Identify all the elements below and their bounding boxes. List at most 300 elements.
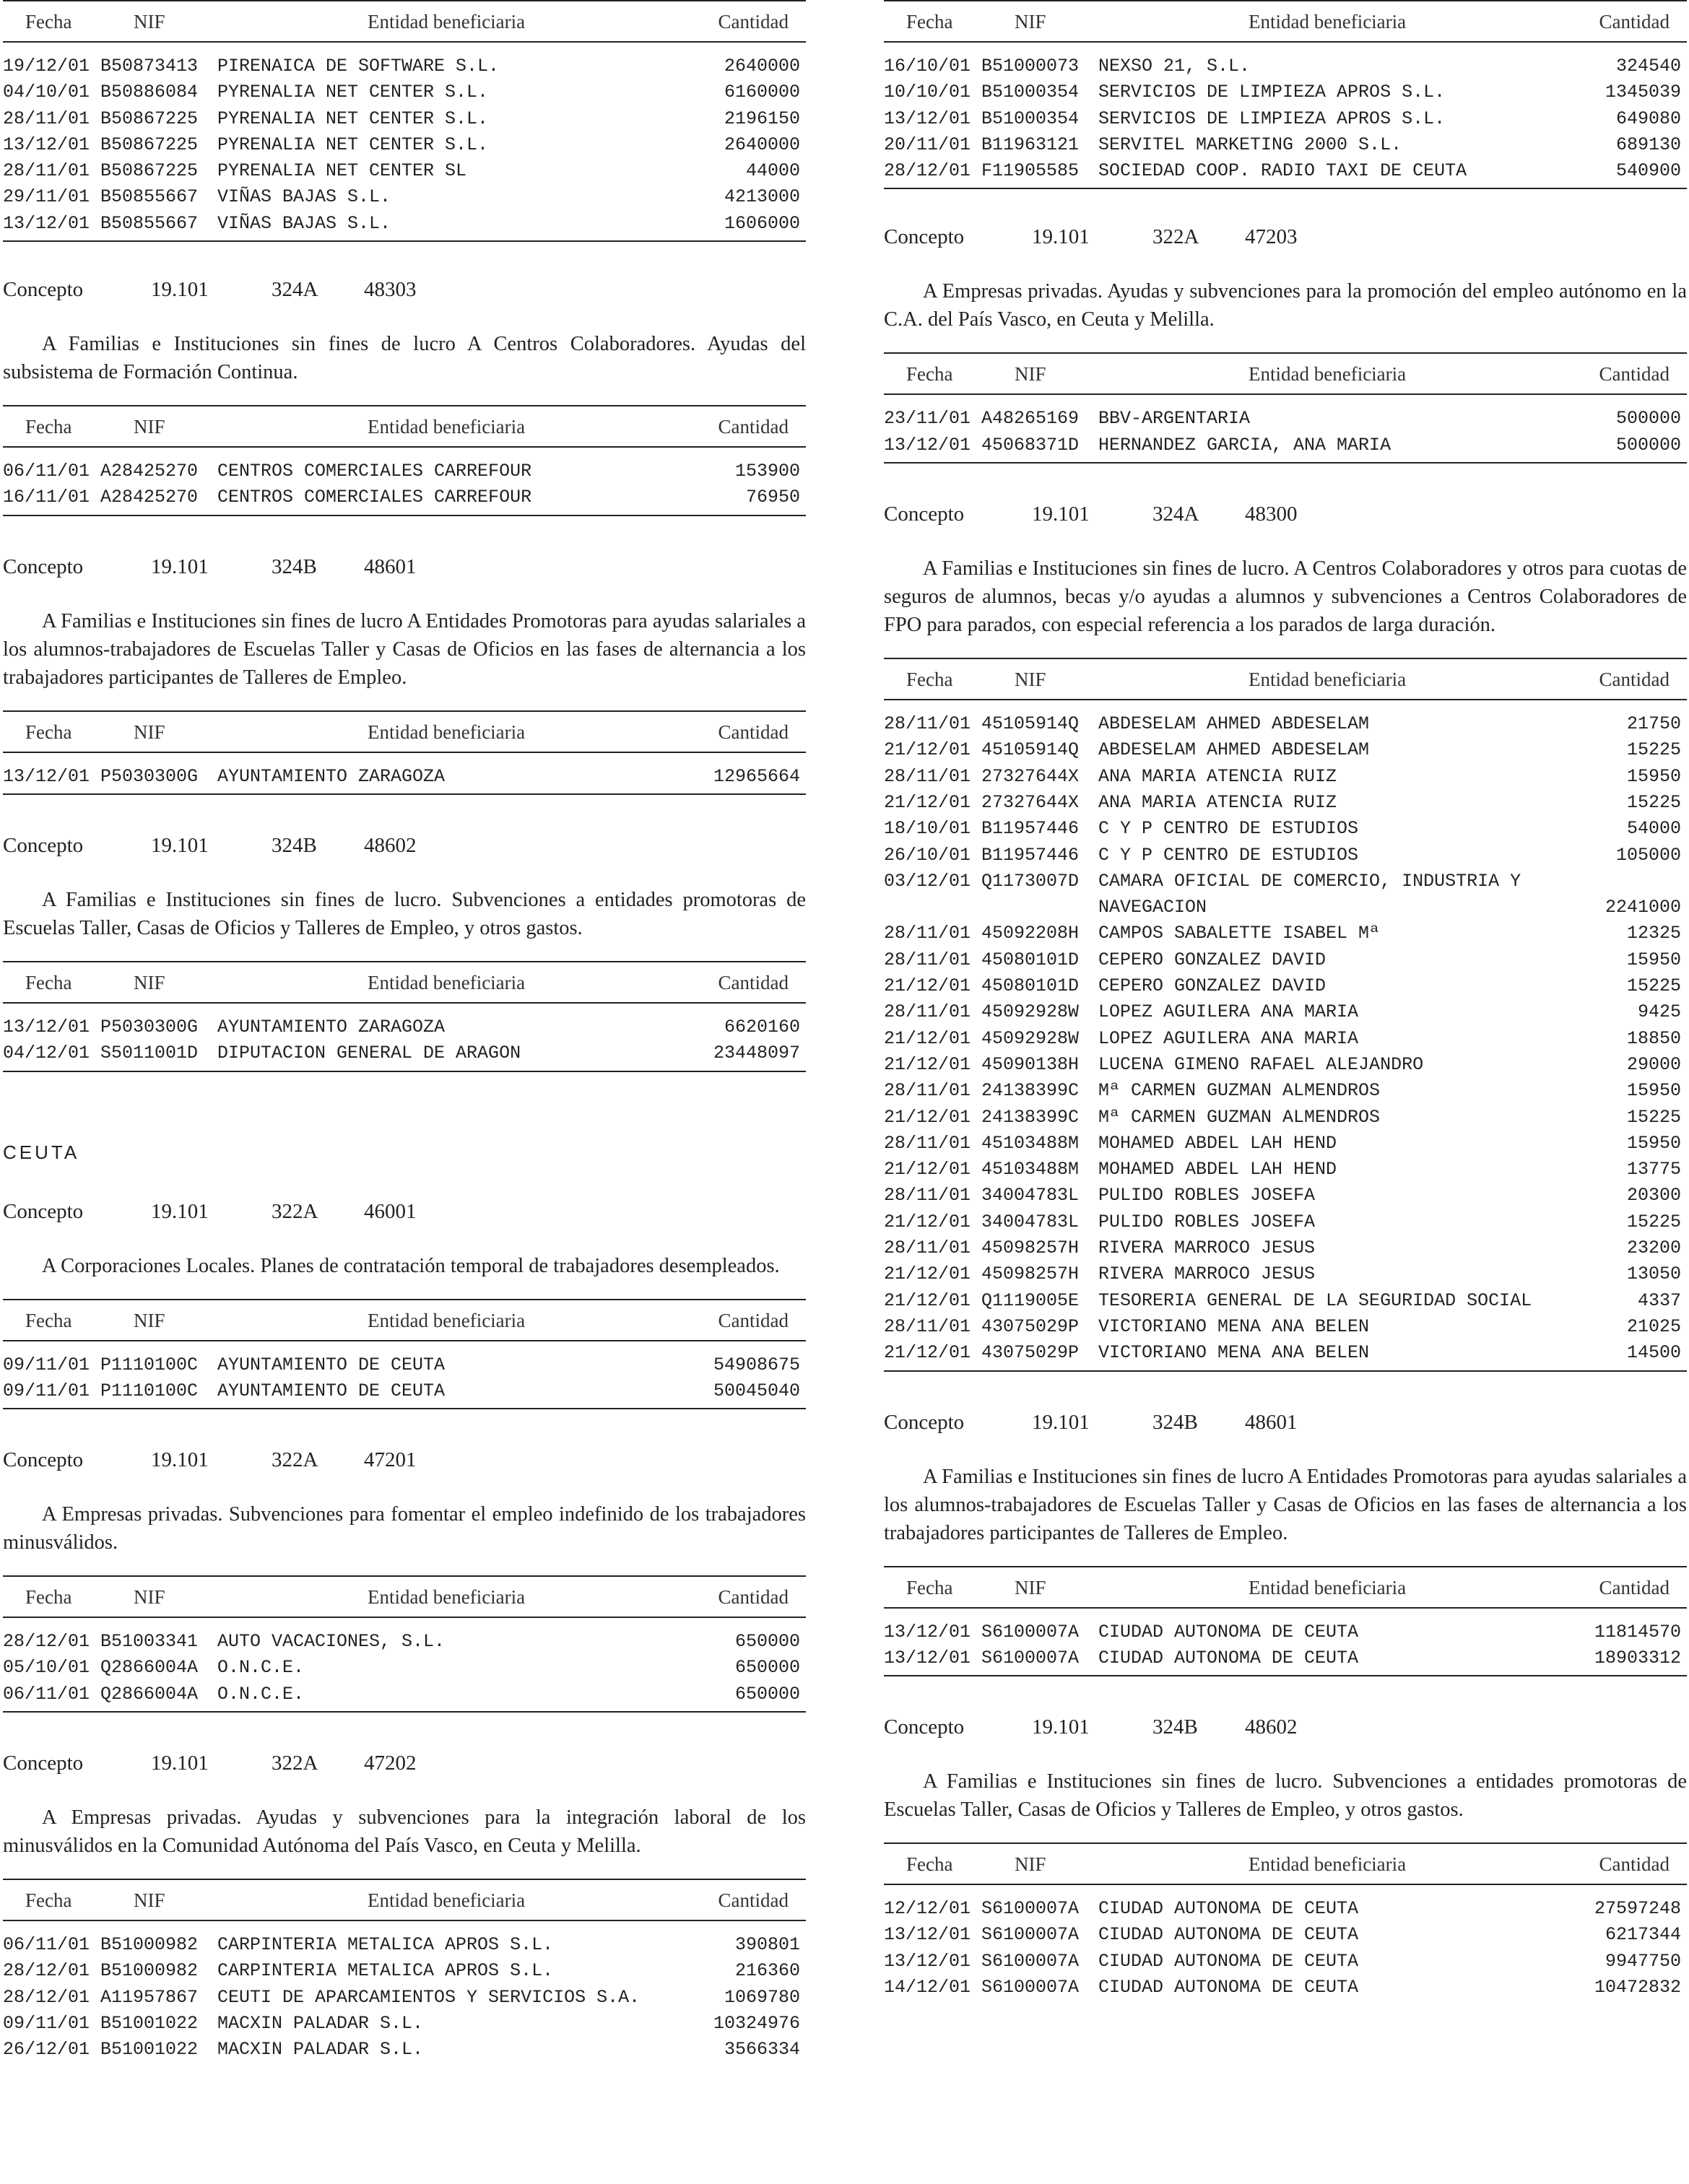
cell-nif: S6100007A xyxy=(981,1647,1080,1669)
cell-entidad: CIUDAD AUTONOMA DE CEUTA xyxy=(1098,1621,1359,1643)
header-nif: NIF xyxy=(1015,669,1046,691)
cell-entidad: AUTO VACACIONES, S.L. xyxy=(217,1631,446,1653)
cell-cantidad: 4213000 xyxy=(724,186,800,208)
table-row xyxy=(884,815,1687,841)
cell-fecha: 09/11/01 xyxy=(3,2012,90,2034)
header-fecha: Fecha xyxy=(25,721,72,743)
cell-nif: Q1173007D xyxy=(981,870,1080,892)
concepto-program: 324B xyxy=(272,554,317,578)
cell-cantidad: 15950 xyxy=(1626,1132,1681,1154)
header-nif: NIF xyxy=(1015,11,1046,32)
cell-entidad: CIUDAD AUTONOMA DE CEUTA xyxy=(1098,1647,1359,1669)
table-row xyxy=(884,999,1687,1024)
cell-nif: B50855667 xyxy=(100,186,199,208)
table-row xyxy=(884,1209,1687,1235)
cell-nif: S6100007A xyxy=(981,1950,1080,1972)
table-bottom-rule xyxy=(884,188,1687,189)
cell-cantidad: 13050 xyxy=(1626,1263,1681,1285)
table-body xyxy=(3,1617,806,1707)
table-body xyxy=(884,41,1687,183)
cell-fecha: 19/12/01 xyxy=(3,56,90,77)
cell-nif: B50867225 xyxy=(100,134,199,155)
cell-nif: 45092928W xyxy=(981,1027,1080,1049)
cell-cantidad: 44000 xyxy=(745,160,800,182)
cell-fecha: 04/10/01 xyxy=(3,82,90,103)
header-nif: NIF xyxy=(134,1889,165,1912)
cell-entidad: VIÑAS BAJAS S.L. xyxy=(217,186,391,208)
cell-fecha: 28/11/01 xyxy=(3,108,90,129)
cell-nif: B51001022 xyxy=(100,2039,199,2061)
cell-entidad: NEXSO 21, S.L. xyxy=(1098,56,1251,77)
table-row xyxy=(884,1261,1687,1287)
cell-nif: A11957867 xyxy=(100,1986,199,2008)
cell-nif: B50867225 xyxy=(100,108,199,129)
cell-entidad: BBV-ARGENTARIA xyxy=(1098,408,1251,430)
cell-entidad: ANA MARIA ATENCIA RUIZ xyxy=(1098,765,1337,787)
cell-entidad: PYRENALIA NET CENTER S.L. xyxy=(217,108,489,129)
cell-nif: A48265169 xyxy=(981,408,1080,430)
cell-entidad: CEPERO GONZALEZ DAVID xyxy=(1098,949,1327,970)
concepto-section: 19.101 xyxy=(151,1199,209,1223)
cell-fecha: 26/10/01 xyxy=(884,844,971,866)
concepto-label: Concepto xyxy=(3,554,84,578)
table-body xyxy=(3,1340,806,1404)
cell-fecha: 21/12/01 xyxy=(884,1159,971,1180)
header-cantidad: Cantidad xyxy=(718,11,789,32)
cell-fecha: 13/12/01 xyxy=(3,212,90,234)
cell-fecha: 28/12/01 xyxy=(3,1986,90,2008)
cell-nif: B51001022 xyxy=(100,2012,199,2034)
concepto-label: Concepto xyxy=(3,1448,84,1472)
table-row xyxy=(884,1895,1687,1921)
cell-cantidad: 18903312 xyxy=(1594,1647,1681,1669)
concepto-code: 48303 xyxy=(364,278,417,302)
cell-nif: F11905585 xyxy=(981,160,1080,182)
table-row xyxy=(3,1040,806,1066)
cell-fecha: 28/11/01 xyxy=(884,1185,971,1206)
cell-fecha: 13/12/01 xyxy=(3,1016,90,1037)
cell-nif: 45098257H xyxy=(981,1237,1080,1259)
cell-nif: B51000982 xyxy=(100,1934,199,1956)
table-row xyxy=(3,157,806,183)
table-row xyxy=(3,210,806,236)
table-body xyxy=(884,1884,1687,2000)
concepto-label: Concepto xyxy=(3,1199,84,1223)
header-fecha: Fecha xyxy=(25,1309,72,1331)
grant-table xyxy=(3,1575,806,1713)
header-cantidad: Cantidad xyxy=(1599,363,1670,386)
cell-nif: 45090138H xyxy=(981,1053,1080,1075)
cell-fecha: 13/12/01 xyxy=(884,434,971,456)
header-entidad: Entidad beneficiaria xyxy=(368,1309,526,1331)
table-header xyxy=(884,1843,1687,1884)
grant-table xyxy=(3,405,806,516)
cell-fecha: 21/12/01 xyxy=(884,1289,971,1311)
concepto-label: Concepto xyxy=(884,225,965,249)
cell-fecha: 21/12/01 xyxy=(884,1106,971,1128)
cell-nif: 45092208H xyxy=(981,923,1080,944)
table-row xyxy=(3,131,806,157)
header-cantidad: Cantidad xyxy=(718,1309,789,1331)
grant-table xyxy=(884,658,1687,1371)
cell-cantidad: 9425 xyxy=(1637,1001,1681,1023)
table-row xyxy=(3,1014,806,1040)
cell-nif: S5011001D xyxy=(100,1043,199,1064)
cell-entidad: NAVEGACION xyxy=(1098,897,1207,918)
header-cantidad: Cantidad xyxy=(1599,1576,1670,1598)
cell-cantidad: 1606000 xyxy=(724,212,800,234)
cell-fecha: 28/12/01 xyxy=(3,1960,90,1982)
cell-nif: B51000982 xyxy=(100,1960,199,1982)
table-row xyxy=(3,1984,806,2010)
table-header xyxy=(884,0,1687,41)
cell-entidad: AYUNTAMIENTO ZARAGOZA xyxy=(217,765,446,787)
concepto-program: 322A xyxy=(1152,225,1199,249)
header-nif: NIF xyxy=(1015,1853,1046,1876)
header-cantidad: Cantidad xyxy=(718,1889,789,1912)
cell-entidad: ANA MARIA ATENCIA RUIZ xyxy=(1098,791,1337,813)
cell-nif: 45092928W xyxy=(981,1001,1080,1023)
concepto-line xyxy=(3,1448,806,1477)
cell-cantidad: 11814570 xyxy=(1594,1621,1681,1643)
grant-table xyxy=(3,1299,806,1410)
cell-fecha: 21/12/01 xyxy=(884,739,971,761)
concepto-program: 324A xyxy=(1152,503,1199,526)
header-entidad: Entidad beneficiaria xyxy=(1249,11,1407,32)
cell-cantidad: 689130 xyxy=(1615,134,1681,155)
cell-entidad: LOPEZ AGUILERA ANA MARIA xyxy=(1098,1027,1359,1049)
cell-nif: B50873413 xyxy=(100,56,199,77)
table-row xyxy=(884,1104,1687,1130)
table-bottom-rule xyxy=(3,240,806,242)
header-fecha: Fecha xyxy=(25,416,72,438)
concepto-section: 19.101 xyxy=(1032,225,1090,249)
cell-cantidad: 15225 xyxy=(1626,791,1681,813)
cell-cantidad: 324540 xyxy=(1615,56,1681,77)
cell-entidad: SOCIEDAD COOP. RADIO TAXI DE CEUTA xyxy=(1098,160,1467,182)
cell-entidad: PULIDO ROBLES JOSEFA xyxy=(1098,1185,1316,1206)
table-body xyxy=(3,1002,806,1066)
cell-fecha: 28/12/01 xyxy=(884,160,971,182)
table-body xyxy=(884,393,1687,458)
concepto-program: 324A xyxy=(272,278,318,302)
concepto-code: 48601 xyxy=(1245,1410,1298,1434)
table-header xyxy=(3,1575,806,1617)
header-entidad: Entidad beneficiaria xyxy=(368,721,526,743)
cell-entidad: VICTORIANO MENA ANA BELEN xyxy=(1098,1342,1370,1364)
cell-entidad: CIUDAD AUTONOMA DE CEUTA xyxy=(1098,1898,1359,1920)
cell-fecha: 12/12/01 xyxy=(884,1898,971,1920)
cell-nif: A28425270 xyxy=(100,487,199,508)
cell-fecha: 28/11/01 xyxy=(884,1237,971,1259)
table-row xyxy=(884,894,1687,920)
concepto-code: 48602 xyxy=(364,833,417,857)
cell-fecha: 21/12/01 xyxy=(884,1342,971,1364)
cell-nif: A28425270 xyxy=(100,461,199,482)
header-fecha: Fecha xyxy=(25,1586,72,1609)
cell-cantidad: 18850 xyxy=(1626,1027,1681,1049)
cell-fecha: 09/11/01 xyxy=(3,1354,90,1375)
cell-nif: B11957446 xyxy=(981,818,1080,840)
cell-fecha: 03/12/01 xyxy=(884,870,971,892)
concepto-line xyxy=(884,225,1687,254)
cell-entidad: RIVERA MARROCO JESUS xyxy=(1098,1263,1316,1285)
table-row xyxy=(884,131,1687,157)
concepto-section: 19.101 xyxy=(151,554,209,578)
concepto-line xyxy=(884,1411,1687,1440)
table-row xyxy=(884,1287,1687,1313)
cell-entidad: CAMARA OFICIAL DE COMERCIO, INDUSTRIA Y xyxy=(1098,870,1521,892)
cell-nif: S6100007A xyxy=(981,1898,1080,1920)
left-column xyxy=(3,0,806,2063)
cell-entidad: C Y P CENTRO DE ESTUDIOS xyxy=(1098,818,1359,840)
table-row xyxy=(884,947,1687,973)
table-row xyxy=(884,79,1687,105)
table-bottom-rule xyxy=(884,1370,1687,1372)
table-row xyxy=(884,868,1687,894)
concepto-program: 322A xyxy=(272,1752,318,1775)
table-row xyxy=(884,920,1687,946)
table-header xyxy=(3,1299,806,1340)
concepto-description: A Familias e Instituciones sin fines de lucro. A Centros Colaboradores y otros para cuotas de seguros de alumnos, becas y/o ayudas a alumnos y subvenciones a Centros Colaboradores de FPO para parados, con especial referencia a los parados de larga duración. xyxy=(884,557,1687,637)
table-row xyxy=(3,763,806,789)
cell-cantidad: 15225 xyxy=(1626,1106,1681,1128)
cell-nif: B51000354 xyxy=(981,108,1080,129)
cell-cantidad: 216360 xyxy=(734,1960,800,1982)
cell-entidad: CIUDAD AUTONOMA DE CEUTA xyxy=(1098,1950,1359,1972)
cell-entidad: CENTROS COMERCIALES CARREFOUR xyxy=(217,461,532,482)
cell-entidad: MOHAMED ABDEL LAH HEND xyxy=(1098,1132,1337,1154)
cell-cantidad: 6620160 xyxy=(724,1016,800,1037)
concepto-label: Concepto xyxy=(3,278,84,302)
cell-cantidad: 1069780 xyxy=(724,1986,800,2008)
cell-nif: B11957446 xyxy=(981,844,1080,866)
cell-fecha: 28/11/01 xyxy=(884,765,971,787)
table-bottom-rule xyxy=(3,793,806,795)
cell-cantidad: 76950 xyxy=(745,487,800,508)
concepto-label: Concepto xyxy=(884,1715,965,1739)
cell-entidad: CARPINTERIA METALICA APROS S.L. xyxy=(217,1960,554,1982)
cell-entidad: MACXIN PALADAR S.L. xyxy=(217,2012,424,2034)
cell-fecha: 28/11/01 xyxy=(884,1315,971,1337)
cell-fecha: 13/12/01 xyxy=(884,1924,971,1946)
cell-nif: 45105914Q xyxy=(981,739,1080,761)
header-cantidad: Cantidad xyxy=(1599,11,1670,32)
table-row xyxy=(884,710,1687,736)
cell-nif: B51000354 xyxy=(981,82,1080,103)
cell-cantidad: 27597248 xyxy=(1594,1898,1681,1920)
cell-fecha: 13/12/01 xyxy=(884,1647,971,1669)
cell-fecha: 23/11/01 xyxy=(884,408,971,430)
table-body xyxy=(3,446,806,510)
cell-cantidad: 15950 xyxy=(1626,949,1681,970)
header-entidad: Entidad beneficiaria xyxy=(368,1586,526,1609)
grant-table xyxy=(884,0,1687,189)
table-header xyxy=(3,0,806,41)
header-cantidad: Cantidad xyxy=(718,1586,789,1609)
header-nif: NIF xyxy=(1015,363,1046,386)
cell-entidad: SERVITEL MARKETING 2000 S.L. xyxy=(1098,134,1402,155)
cell-fecha: 21/12/01 xyxy=(884,791,971,813)
table-body xyxy=(3,752,806,789)
cell-nif: P5030300G xyxy=(100,1016,199,1037)
cell-fecha: 28/12/01 xyxy=(3,1631,90,1653)
table-row xyxy=(884,1974,1687,2000)
concepto-section: 19.101 xyxy=(1032,503,1090,526)
cell-nif: Q2866004A xyxy=(100,1683,199,1705)
header-entidad: Entidad beneficiaria xyxy=(1249,669,1407,691)
table-row xyxy=(3,79,806,105)
cell-nif: B50867225 xyxy=(100,160,199,182)
cell-nif: Q2866004A xyxy=(100,1657,199,1679)
concepto-line xyxy=(3,278,806,307)
concepto-code: 48602 xyxy=(1245,1715,1298,1739)
cell-cantidad: 15950 xyxy=(1626,1080,1681,1102)
cell-cantidad: 12325 xyxy=(1626,923,1681,944)
grant-table xyxy=(3,0,806,242)
grant-table xyxy=(884,1843,1687,2000)
cell-nif: 45105914Q xyxy=(981,713,1080,735)
cell-entidad: RIVERA MARROCO JESUS xyxy=(1098,1237,1316,1259)
table-bottom-rule xyxy=(3,1408,806,1409)
header-cantidad: Cantidad xyxy=(718,416,789,438)
cell-cantidad: 10472832 xyxy=(1594,1976,1681,1998)
cell-fecha: 28/11/01 xyxy=(884,713,971,735)
table-row xyxy=(884,105,1687,131)
cell-fecha: 28/11/01 xyxy=(884,923,971,944)
cell-cantidad: 390801 xyxy=(734,1934,800,1956)
grant-table xyxy=(884,352,1687,464)
cell-nif: S6100007A xyxy=(981,1621,1080,1643)
header-nif: NIF xyxy=(134,721,165,743)
table-row xyxy=(3,1654,806,1680)
table-bottom-rule xyxy=(884,462,1687,464)
table-header xyxy=(3,961,806,1002)
right-column xyxy=(884,0,1687,2000)
concepto-description: A Familias e Instituciones sin fines de lucro A Entidades Promotoras para ayudas salariales a los alumnos-trabajadores de Escuelas Taller y Casas de Oficios en las fases de alternancia a los trabajadores participantes de Talleres de Empleo. xyxy=(3,609,806,689)
cell-nif: 45080101D xyxy=(981,975,1080,997)
concepto-section: 19.101 xyxy=(151,1448,209,1472)
header-entidad: Entidad beneficiaria xyxy=(1249,1576,1407,1598)
grant-table xyxy=(3,710,806,795)
table-bottom-rule xyxy=(3,515,806,516)
cell-nif: 45103488M xyxy=(981,1132,1080,1154)
header-fecha: Fecha xyxy=(906,669,953,691)
header-nif: NIF xyxy=(1015,1576,1046,1598)
cell-cantidad: 1345039 xyxy=(1605,82,1681,103)
cell-cantidad: 23448097 xyxy=(713,1043,800,1064)
cell-fecha: 13/12/01 xyxy=(3,765,90,787)
concepto-line xyxy=(3,555,806,584)
table-row xyxy=(884,1948,1687,1974)
concepto-line xyxy=(3,1200,806,1229)
cell-cantidad: 3566334 xyxy=(724,2039,800,2061)
table-body xyxy=(3,41,806,236)
cell-cantidad: 540900 xyxy=(1615,160,1681,182)
cell-fecha: 28/11/01 xyxy=(884,1080,971,1102)
concepto-code: 47203 xyxy=(1245,225,1298,249)
table-row xyxy=(884,842,1687,868)
region-heading: CEUTA xyxy=(3,1141,80,1163)
table-row xyxy=(884,1077,1687,1103)
cell-cantidad: 14500 xyxy=(1626,1342,1681,1364)
cell-fecha: 18/10/01 xyxy=(884,818,971,840)
cell-entidad: CARPINTERIA METALICA APROS S.L. xyxy=(217,1934,554,1956)
cell-cantidad: 15225 xyxy=(1626,1211,1681,1232)
cell-entidad: VICTORIANO MENA ANA BELEN xyxy=(1098,1315,1370,1337)
cell-entidad: CEUTI DE APARCAMIENTOS Y SERVICIOS S.A. xyxy=(217,1986,641,2008)
concepto-program: 322A xyxy=(272,1448,318,1472)
cell-fecha: 13/12/01 xyxy=(3,134,90,155)
cell-fecha: 04/12/01 xyxy=(3,1043,90,1064)
concepto-line xyxy=(3,834,806,863)
cell-entidad: PIRENAICA DE SOFTWARE S.L. xyxy=(217,56,500,77)
cell-cantidad: 23200 xyxy=(1626,1237,1681,1259)
cell-cantidad: 10324976 xyxy=(713,2012,800,2034)
cell-fecha: 28/11/01 xyxy=(3,160,90,182)
cell-nif: 24138399C xyxy=(981,1080,1080,1102)
table-row xyxy=(884,1645,1687,1671)
cell-cantidad: 20300 xyxy=(1626,1185,1681,1206)
cell-fecha: 20/11/01 xyxy=(884,134,971,155)
cell-cantidad: 2196150 xyxy=(724,108,800,129)
cell-entidad: ABDESELAM AHMED ABDESELAM xyxy=(1098,739,1370,761)
header-fecha: Fecha xyxy=(25,971,72,993)
cell-entidad: CIUDAD AUTONOMA DE CEUTA xyxy=(1098,1924,1359,1946)
concepto-section: 19.101 xyxy=(151,278,209,302)
table-row xyxy=(884,1182,1687,1208)
header-fecha: Fecha xyxy=(25,1889,72,1912)
cell-cantidad: 650000 xyxy=(734,1683,800,1705)
cell-fecha: 28/11/01 xyxy=(884,1132,971,1154)
cell-entidad: O.N.C.E. xyxy=(217,1683,305,1705)
cell-cantidad: 9947750 xyxy=(1605,1950,1681,1972)
header-entidad: Entidad beneficiaria xyxy=(368,11,526,32)
concepto-section: 19.101 xyxy=(1032,1715,1090,1739)
header-nif: NIF xyxy=(134,11,165,32)
cell-fecha: 21/12/01 xyxy=(884,1263,971,1285)
header-entidad: Entidad beneficiaria xyxy=(1249,1853,1407,1876)
cell-cantidad: 21025 xyxy=(1626,1315,1681,1337)
cell-nif: 27327644X xyxy=(981,765,1080,787)
cell-nif: 45103488M xyxy=(981,1159,1080,1180)
cell-entidad: DIPUTACION GENERAL DE ARAGON xyxy=(217,1043,521,1064)
header-entidad: Entidad beneficiaria xyxy=(368,971,526,993)
concepto-section: 19.101 xyxy=(1032,1410,1090,1434)
cell-cantidad: 21750 xyxy=(1626,713,1681,735)
table-row xyxy=(884,1339,1687,1365)
cell-fecha: 06/11/01 xyxy=(3,1934,90,1956)
header-entidad: Entidad beneficiaria xyxy=(368,416,526,438)
cell-fecha: 13/12/01 xyxy=(884,1621,971,1643)
cell-cantidad: 54908675 xyxy=(713,1354,800,1375)
concepto-program: 324B xyxy=(1152,1715,1198,1739)
concepto-code: 47201 xyxy=(364,1448,417,1472)
concepto-line xyxy=(884,1715,1687,1744)
cell-cantidad: 2640000 xyxy=(724,56,800,77)
concepto-description: A Familias e Instituciones sin fines de lucro. Subvenciones a entidades promotoras de Escuelas Taller, Casas de Oficios y Talleres de Empleo, y otros gastos. xyxy=(884,1770,1687,1822)
cell-fecha: 10/10/01 xyxy=(884,82,971,103)
cell-entidad: MACXIN PALADAR S.L. xyxy=(217,2039,424,2061)
cell-nif: 45098257H xyxy=(981,1263,1080,1285)
cell-entidad: Mª CARMEN GUZMAN ALMENDROS xyxy=(1098,1080,1381,1102)
table-row xyxy=(3,2010,806,2036)
cell-entidad: CIUDAD AUTONOMA DE CEUTA xyxy=(1098,1976,1359,1998)
table-row xyxy=(3,1931,806,1957)
cell-cantidad: 15225 xyxy=(1626,975,1681,997)
table-row xyxy=(3,484,806,510)
grant-table xyxy=(3,961,806,1072)
